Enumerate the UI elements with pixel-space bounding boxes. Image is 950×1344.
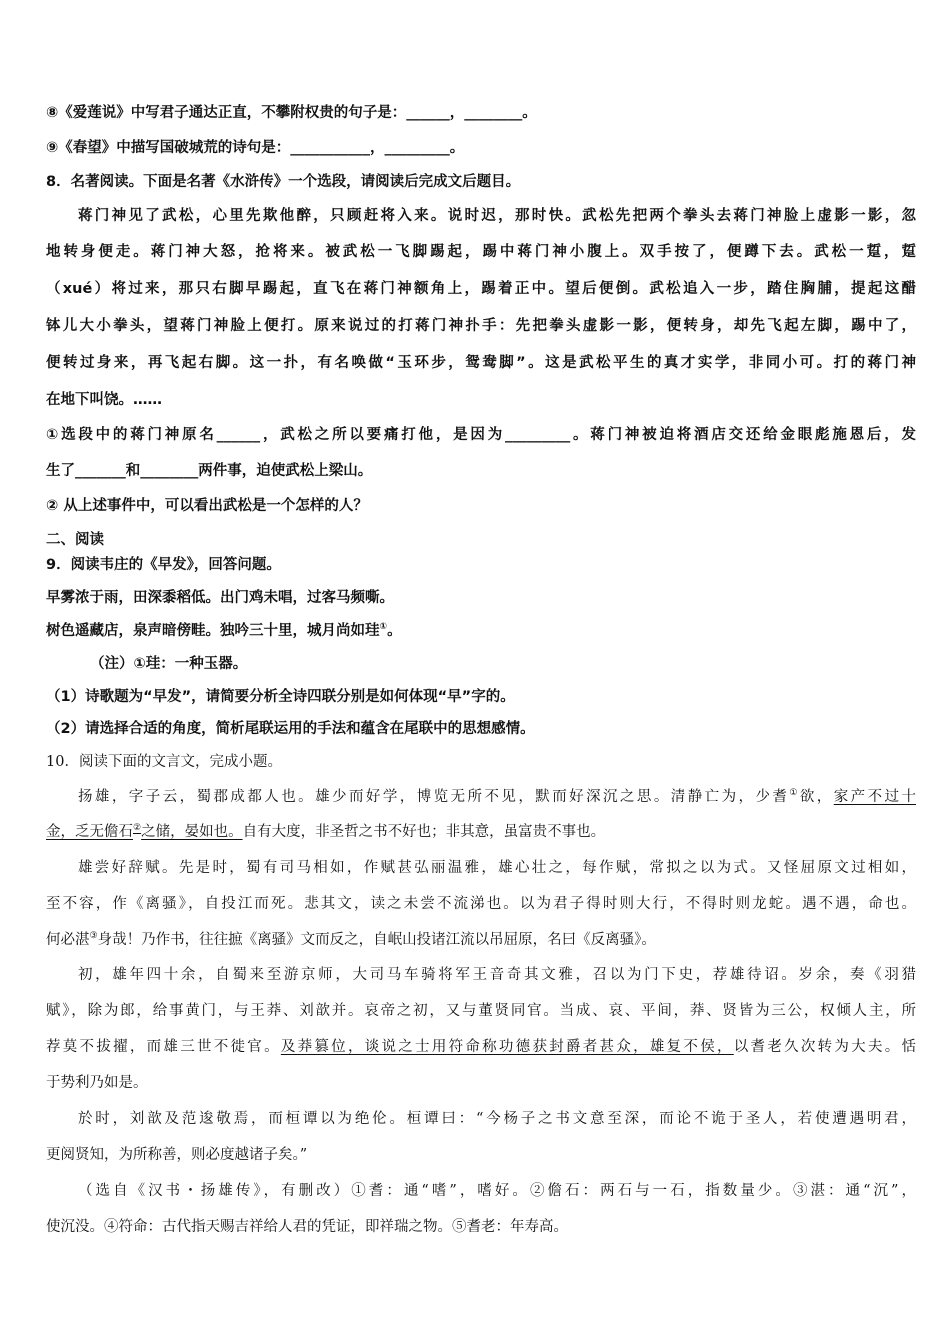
q8-passage-line: 在地下叫饶。…… <box>46 392 162 408</box>
q9-poem-line-1: 早雾浓于雨，田深黍稻低。出门鸡未唱，过客马频嘶。 <box>46 590 394 606</box>
q10-para-4-line-1: 於时，刘歆及范逡敬焉，而桓谭以为绝伦。桓谭曰：“今杨子之书文意至深，而论不诡于圣人，若使遭遇明君， <box>78 1111 916 1127</box>
q10-text: 自有大度，非圣哲之书不好也；非其意，虽富贵不事也。 <box>242 824 606 840</box>
q10-notes-line-2: 使沉没。④符命：古代指天赐吉祥给人君的凭证，即祥瑞之物。⑤耆老：年寿高。 <box>46 1219 568 1235</box>
q8-title: 8．名著阅读。下面是名著《水浒传》一个选段，请阅读后完成文后题目。 <box>46 174 521 190</box>
q10-para-1-line-1 <box>78 787 916 807</box>
q8-passage-line: 地转身便走。蒋门神大怒，抢将来。被武松一飞脚踢起，踢中蒋门神小腹上。双手按了，便蹲下去。武松一踅，踅 <box>46 244 916 260</box>
q9-note: （注）①珪：一种玉器。 <box>90 656 248 672</box>
q10-text: 以耆老久次转为大夫。恬 <box>733 1039 916 1055</box>
section-heading: 二、阅读 <box>46 532 104 548</box>
q10-text: 身哉！乃作书，往往摭《离骚》文而反之，自岷山投诸江流以吊屈原，名曰《反离骚》。 <box>97 932 656 948</box>
q8-passage-line: 蒋门神见了武松，心里先欺他醉，只顾赶将入来。说时迟，那时快。武松先把两个拳头去蒋门神脸上虚影一影，忽 <box>78 208 916 224</box>
underlined-sentence: 家产不过十 <box>833 789 916 805</box>
q8-question-1-cont: 生了_______和________两件事，迫使武松上梁山。 <box>46 463 373 479</box>
q10-para-4-line-2: 更阅贤知，为所称善，则必度越诸子矣。” <box>46 1147 308 1163</box>
q10-text: 荐莫不拔擢，而雄三世不徙官。 <box>46 1039 281 1055</box>
q8-passage-line: 钵儿大小拳头，望蒋门神脸上便打。原来说过的打蒋门神扑手：先把拳头虚影一影，便转身，却先飞起左脚，踢中了， <box>46 318 916 334</box>
q9-footnote-marker: ① <box>379 622 388 633</box>
q7-item-8: ⑧《爱莲说》中写君子通达正直，不攀附权贵的句子是：______，________。 <box>46 105 537 121</box>
q8-passage-line: 便转过身来，再飞起右脚。这一扑，有名唤做“玉环步，鸳鸯脚”。这是武松平生的真才实学，非同小可。打的蒋门神 <box>46 355 916 371</box>
footnote-marker-3: ③ <box>89 931 98 942</box>
q10-para-3-line-3 <box>46 1037 916 1057</box>
q10-para-3-line-2: 赋》，除为郎，给事黄门，与王莽、刘歆并。哀帝之初，又与董贤同官。当成、哀、平间，莽、贤皆为三公，权倾人主，所 <box>46 1003 916 1019</box>
q10-text: 欲， <box>799 789 834 805</box>
q10-text: 何必湛 <box>46 932 90 948</box>
q10-notes-line-1: （选自《汉书・扬雄传》，有删改）①耆：通“嗜”，嗜好。②儋石：两石与一石，指数量少。③湛：通“沉”， <box>78 1183 916 1199</box>
footnote-marker-2: ② <box>133 823 142 834</box>
footnote-marker-1: ① <box>789 788 800 799</box>
underlined-sentence: 之储，晏如也。 <box>141 824 243 840</box>
q10-title: 10．阅读下面的文言文，完成小题。 <box>46 754 282 770</box>
q7-item-9: ⑨《春望》中描写国破城荒的诗句是：___________，_________。 <box>46 140 465 156</box>
q10-para-1-line-2 <box>46 822 916 842</box>
q10-text: 扬雄，字子云，蜀郡成都人也。雄少而好学，博览无所不见，默而好深沉之思。清静亡为，少耆 <box>78 789 790 805</box>
q10-para-3-line-1: 初，雄年四十余，自蜀来至游京师，大司马车骑将军王音奇其文雅，召以为门下史，荐雄待诏。岁余，奏《羽猎 <box>78 967 916 983</box>
underlined-sentence: 及莽篡位，谈说之士用符命称功德获封爵者甚众，雄复不侯， <box>280 1039 734 1055</box>
q9-sub-question-1: （1）诗歌题为“早发”，请简要分析全诗四联分别是如何体现“早”字的。 <box>46 689 515 705</box>
q10-para-2-line-1: 雄尝好辞赋。先是时，蜀有司马相如，作赋甚弘丽温雅，雄心壮之，每作赋，常拟之以为式。又怪屈原文过相如， <box>78 860 916 876</box>
q10-para-3-line-4: 于势利乃如是。 <box>46 1075 148 1091</box>
q9-poem-line-2 <box>46 621 916 641</box>
q8-passage-line: （xué）将过来，那只右脚早踢起，直飞在蒋门神额角上，踢着正中。望后便倒。武松追入一步，踏住胸脯，提起这醋 <box>46 281 916 297</box>
q9-sub-question-2: （2）请选择合适的角度，简析尾联运用的手法和蕴含在尾联中的思想感情。 <box>46 721 535 737</box>
underlined-sentence: 金，乏无儋石 <box>46 824 133 840</box>
q8-question-2: ② 从上述事件中，可以看出武松是一个怎样的人？ <box>46 498 368 514</box>
q10-para-2-line-2: 至不容，作《离骚》，自投江而死。悲其文，读之未尝不流涕也。以为君子得时则大行，不得时则龙蛇。遇不遇，命也。 <box>46 896 916 912</box>
q9-poem-end: 。 <box>387 623 402 639</box>
q8-question-1: ①选段中的蒋门神原名______，武松之所以要痛打他，是因为_________。蒋门神被迫将酒店交还给金眼彪施恩后，发 <box>46 427 916 443</box>
q9-title: 9．阅读韦庄的《早发》，回答问题。 <box>46 557 281 573</box>
q9-poem-text: 树色遥藏店，泉声暗傍畦。独吟三十里，城月尚如珪 <box>46 623 380 639</box>
q10-para-2-line-3 <box>46 930 916 950</box>
